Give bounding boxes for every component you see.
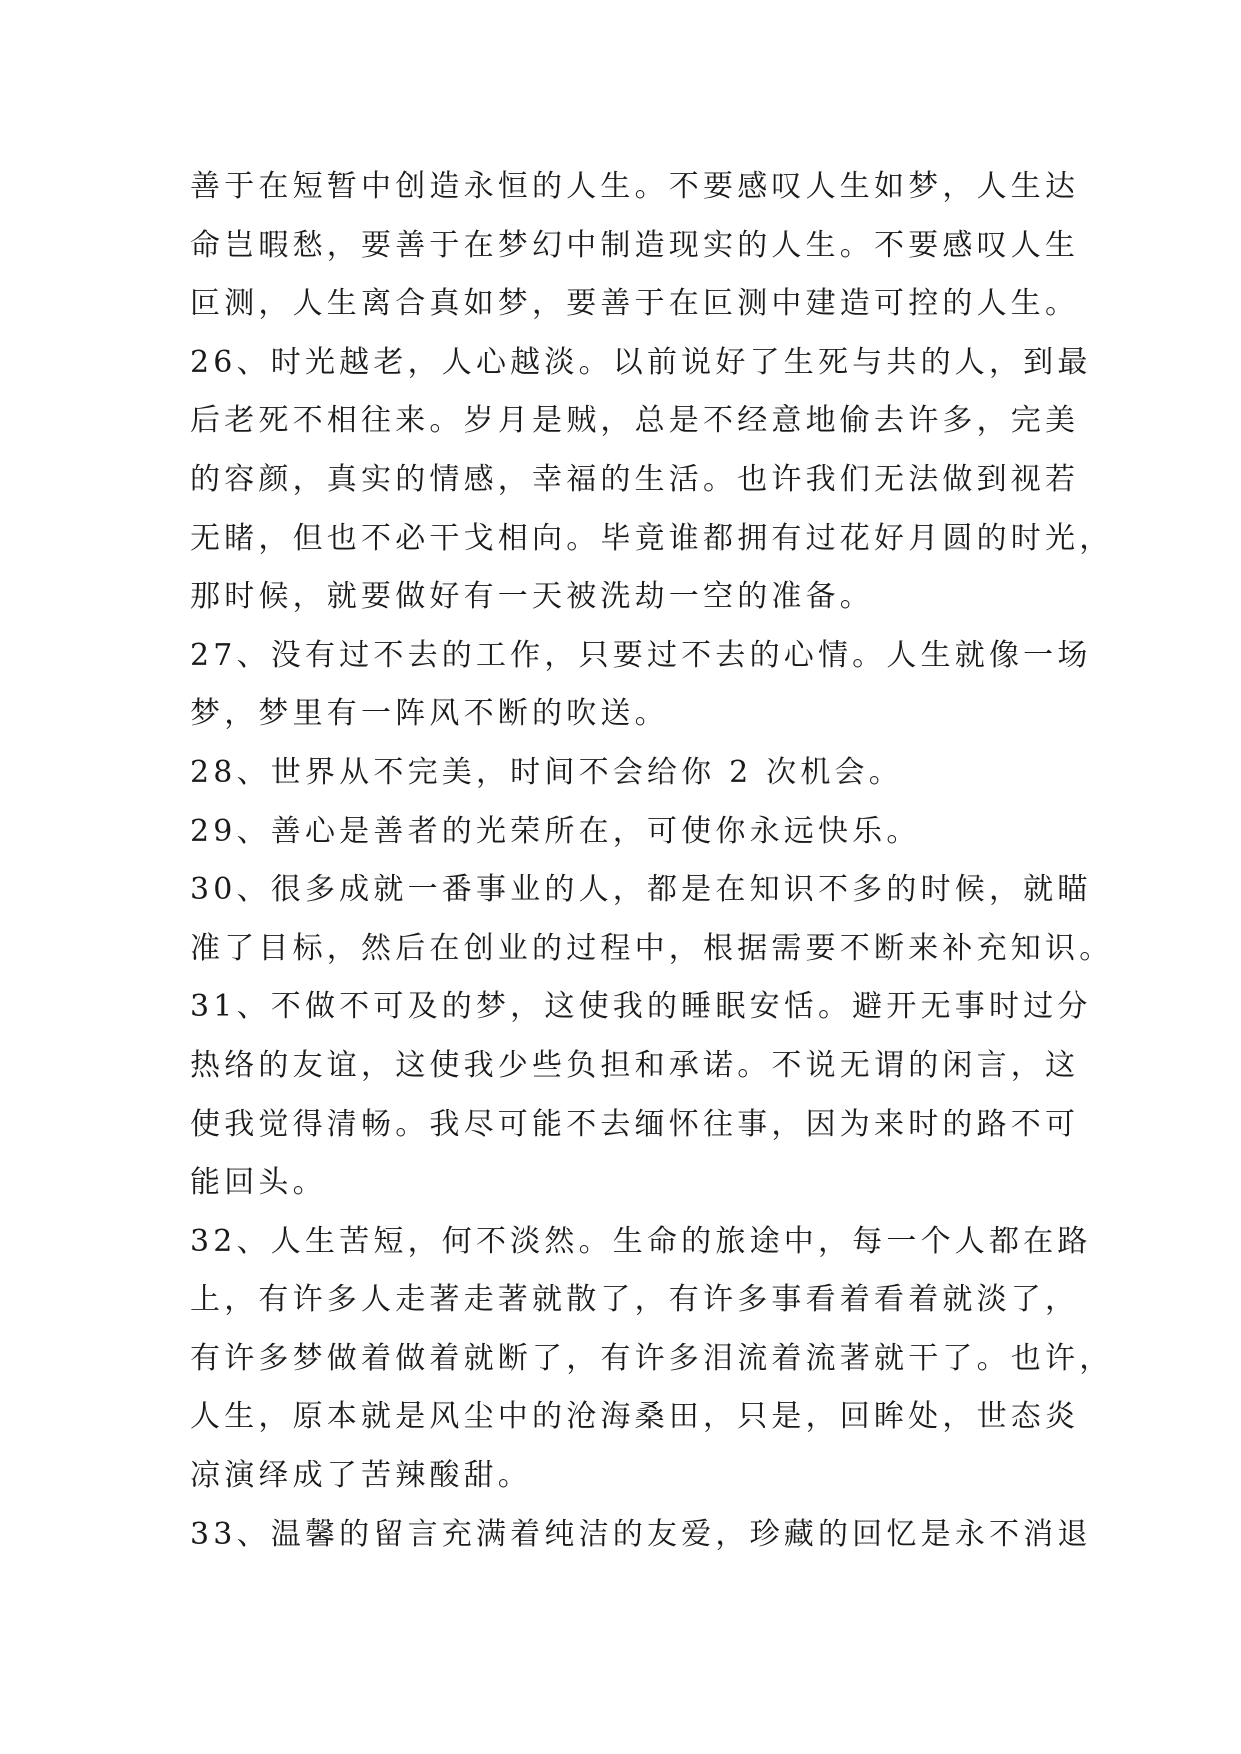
text-line: 无睹，但也不必干戈相向。毕竟谁都拥有过花好月圆的时光，: [190, 520, 1114, 556]
text-line: 27、没有过不去的工作，只要过不去的心情。人生就像一场: [190, 637, 1092, 673]
text-line: 后老死不相往来。岁月是贼，总是不经意地偷去许多，完美: [190, 403, 1080, 439]
text-line: 人生，原本就是风尘中的沧海桑田，只是，回眸处，世态炎: [190, 1399, 1080, 1435]
body-text: [190, 158, 1114, 1564]
text-line: 32、人生苦短，何不淡然。生命的旅途中，每一个人都在路: [190, 1223, 1092, 1259]
text-line: 30、很多成就一番事业的人，都是在知识不多的时候，就瞄: [190, 872, 1092, 908]
text-line: 有许多梦做着做着就断了，有许多泪流着流著就干了。也许，: [190, 1340, 1114, 1376]
text-line: 26、时光越老，人心越淡。以前说好了生死与共的人，到最: [190, 344, 1092, 380]
text-line: 31、不做不可及的梦，这使我的睡眠安恬。避开无事时过分: [190, 989, 1092, 1025]
text-line: 上，有许多人走著走著就散了，有许多事看着看着就淡了，: [190, 1282, 1080, 1318]
text-line: 能回头。: [190, 1165, 327, 1201]
text-line: 凉演绎成了苦辣酸甜。: [190, 1458, 532, 1494]
text-line: 梦，梦里有一阵风不断的吹送。: [190, 696, 669, 732]
text-line: 29、善心是善者的光荣所在，可使你永远快乐。: [190, 813, 921, 849]
text-line: 命岂暇愁，要善于在梦幻中制造现实的人生。不要感叹人生: [190, 227, 1080, 263]
text-line: 叵测，人生离合真如梦，要善于在叵测中建造可控的人生。: [190, 286, 1080, 322]
text-line: 33、温馨的留言充满着纯洁的友爱，珍藏的回忆是永不消退: [190, 1516, 1092, 1552]
text-line: 28、世界从不完美，时间不会给你 2 次机会。: [190, 754, 903, 790]
text-line: 善于在短暂中创造永恒的人生。不要感叹人生如梦，人生达: [190, 169, 1080, 204]
text-line: 的容颜，真实的情感，幸福的生活。也许我们无法做到视若: [190, 461, 1080, 497]
text-line: 热络的友谊，这使我少些负担和承诺。不说无谓的闲言，这: [190, 1047, 1080, 1083]
text-line: 准了目标，然后在创业的过程中，根据需要不断来补充知识。: [190, 930, 1114, 966]
text-line: 那时候，就要做好有一天被洗劫一空的准备。: [190, 579, 874, 615]
text-line: 使我觉得清畅。我尽可能不去缅怀往事，因为来时的路不可: [190, 1106, 1080, 1142]
